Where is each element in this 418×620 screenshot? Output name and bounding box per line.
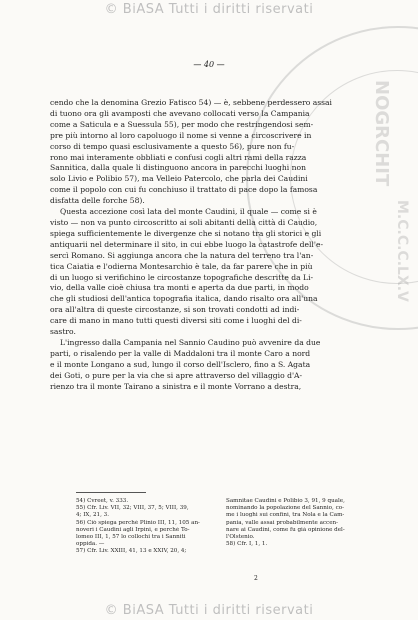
footnote-line: me i luoghi sui confini, tra Nola e la Cam-: [226, 512, 345, 519]
library-stamp-text: NOGRCHIT: [371, 80, 392, 187]
body-text-line: dei Goti, o pure per la via che si apre attraverso del villaggio d'A-: [50, 370, 303, 380]
body-text-line: di tuono ora gli avamposti che avevano collocati verso la Campania: [50, 108, 310, 118]
footnote-line: l'Olstenio.: [226, 534, 255, 541]
body-text-line: Questa accezione così lata del monte Caudini, il quale — come si è: [60, 207, 317, 217]
body-text-line: spiega sufficientemente le divergenze che si notano tra gli storici e gli: [50, 228, 322, 238]
body-text-line: come a Saticula e a Suessula 55), per modo che restringendosi sem-: [50, 119, 314, 129]
footnote-line: 54) Cvreet, v. 333.: [76, 498, 129, 504]
watermark-top: © BiASA Tutti i diritti riservati: [104, 2, 314, 17]
watermark-bottom: © BiASA Tutti i diritti riservati: [104, 603, 314, 618]
body-text-line: L'ingresso dalla Campania nel Sannio Caudino può avvenire da due: [60, 337, 321, 347]
page-number: — 40 —: [193, 60, 225, 69]
footnote-line: 56) Ciò spiega perchè Plinio III, 11, 105 an-: [76, 519, 200, 526]
footnote-line: 4; IX, 21, 3.: [76, 512, 109, 519]
footnote-line: Samnitae Caudini e Polibio 3, 91, 9 quale,: [226, 498, 345, 504]
body-text-line: solo Livio e Polibio 57), ma Velleio Patercolo, che parla dei Caudini: [50, 174, 308, 184]
body-text: [50, 98, 395, 392]
body-text-line: antiquarii nel determinare il sito, in cui ebbe luogo la catastrofe dell'e-: [50, 239, 324, 249]
footnote-line: pania, valle assai probabilmente accen-: [226, 519, 338, 526]
body-text-line: rono mai interamente obbliati e confusi cogli altri rami della razza: [50, 152, 307, 162]
body-text-line: cendo che la denomina Grezio Fatisco 54) — è, sebbene perdessero assai: [50, 98, 332, 107]
library-stamp-year: M.C.C.C.LX.V: [394, 200, 410, 302]
footnote-line: noveri i Caudini agli Irpini, e perchè To-: [76, 526, 190, 533]
footnote-line: lomeo III, 1, 57 lo collochi tra i Sanniti: [76, 534, 186, 541]
footnotes-left-column: [76, 498, 211, 556]
body-text-line: parti, o risalendo per la valle di Maddaloni tra il monte Caro a nord: [50, 348, 311, 358]
body-text-line: che gli studiosi dell'antica topografia italica, dando risalto ora all'una: [50, 294, 318, 304]
body-text-line: rienzo tra il monte Tairano a sinistra e il monte Vorrano a destra,: [50, 381, 302, 391]
footnote-line: nominando la popolazione del Sannio, co-: [226, 505, 344, 512]
footnote-line: 57) Cfr. Liv. XXIII, 41, 13 e XXIV, 20, 4;: [76, 548, 187, 555]
body-text-line: sastro.: [50, 327, 76, 337]
body-text-line: e il monte Longano a sud, lungo il corso dell'Isclero, fino a S. Agata: [50, 359, 311, 369]
footnote-line: nare ai Caudini, come fu già opinione del-: [226, 526, 345, 533]
body-text-line: Sannitica, dalla quale li distinguono ancora in parecchi luoghi non: [50, 163, 306, 173]
body-text-line: corso di tempo quasi esclusivamente a questo 56), pure non fu-: [50, 141, 295, 151]
footnote-line: 58) Cfr. I, 1, 1.: [226, 541, 268, 548]
body-text-line: di un luogo si verifichino le circostanze topografiche descritte da Li-: [50, 272, 314, 282]
body-text-line: pre più intorno al loro capoluogo il nome si venne a circoscrivere in: [50, 130, 312, 140]
body-text-line: visto — non va punto circoscritto ai soli abitanti della città di Caudio,: [50, 217, 318, 227]
footnote-line: 55) Cfr. Liv. VII, 32; VIII, 37, 5; VIII, 39,: [76, 505, 189, 512]
body-text-line: vio, della valle cioè chiusa tra monti e aperta da due parti, in modo: [50, 283, 309, 293]
body-text-line: ora all'altra di queste circostanze, si son trovati condotti ad indi-: [50, 305, 300, 315]
footnote-line: oppida. —: [76, 541, 105, 548]
footnote-rule: [76, 492, 146, 493]
body-text-line: come il popolo con cui fu conchiuso il trattato di pace dopo la famosa: [50, 185, 318, 195]
signature-mark: 2: [254, 575, 258, 582]
body-text-line: disfatta delle forche 58).: [50, 196, 145, 206]
footnotes-right-column: [226, 498, 376, 548]
body-text-line: tica Caiatia e l'odierna Montesarchio è tale, da far parere che in più: [50, 261, 313, 271]
body-text-line: sercì Romano. Si aggiunga ancora che la natura del terreno tra l'an-: [50, 250, 314, 260]
body-text-line: care di mano in mano tutti questi diversi siti come i luoghi del di-: [50, 316, 302, 326]
